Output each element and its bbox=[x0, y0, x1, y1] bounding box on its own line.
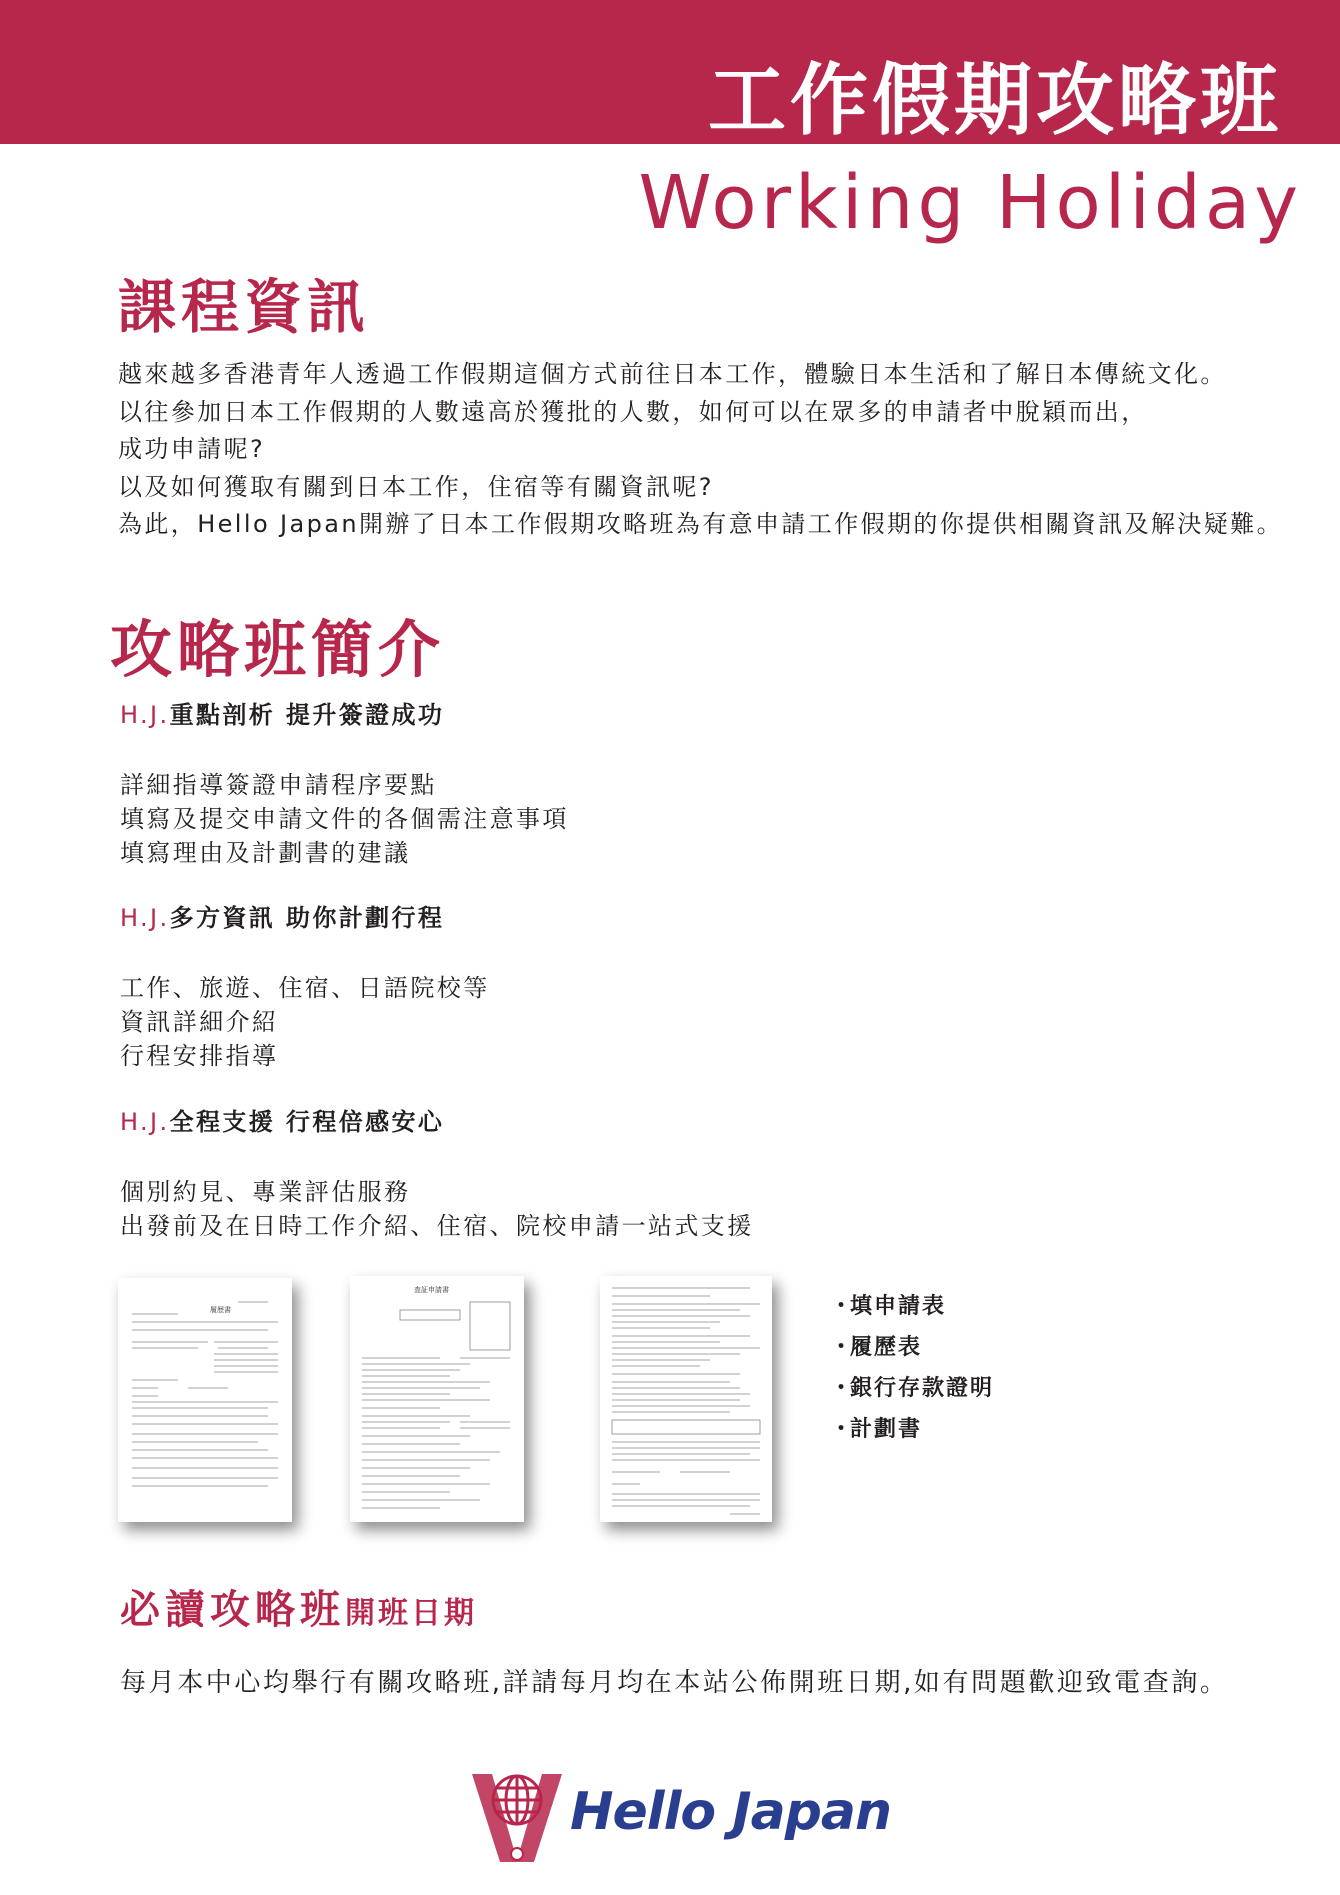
intro-section-information bbox=[120, 898, 490, 1073]
globe-emblem-icon bbox=[462, 1758, 572, 1868]
resume-document-thumbnail bbox=[118, 1278, 292, 1522]
class-dates-heading bbox=[120, 1578, 477, 1635]
list-item: 行程安排指導 bbox=[120, 1042, 279, 1070]
course-info-paragraph bbox=[118, 356, 1328, 544]
class-dates-heading-main: 必讀攻略班 bbox=[120, 1587, 345, 1633]
list-item: ・填申請表 bbox=[830, 1294, 947, 1319]
intro-section-support bbox=[120, 1102, 754, 1243]
section-title-text: 全程支援 行程倍感安心 bbox=[169, 1108, 445, 1136]
page-subtitle: Working Holiday bbox=[638, 160, 1302, 246]
intro-heading: 攻略班簡介 bbox=[110, 613, 446, 686]
paragraph-line: 以往參加日本工作假期的人數遠高於獲批的人數，如何可以在眾多的申請者中脫穎而出， bbox=[118, 397, 1148, 426]
resume-document-graphic bbox=[118, 1278, 292, 1522]
list-item: 個別約見、專業評估服務 bbox=[120, 1178, 411, 1206]
intro-section-key-analysis bbox=[120, 695, 569, 870]
section-title bbox=[120, 1102, 754, 1137]
list-item: 詳細指導簽證申請程序要點 bbox=[120, 771, 437, 799]
course-info-heading: 課程資訊 bbox=[118, 273, 371, 341]
list-item: 資訊詳細介紹 bbox=[120, 1008, 279, 1036]
section-title bbox=[120, 898, 490, 933]
list-item: 填寫理由及計劃書的建議 bbox=[120, 839, 411, 867]
logo-text: Hello Japan bbox=[570, 1782, 892, 1842]
class-dates-heading-small: 開班日期 bbox=[345, 1596, 477, 1631]
paragraph-line: 越來越多香港青年人透過工作假期這個方式前往日本工作，體驗日本生活和了解日本傳統文化。 bbox=[118, 360, 1227, 388]
required-documents-list bbox=[830, 1286, 994, 1450]
bank-statement-thumbnail bbox=[600, 1276, 772, 1522]
hj-prefix: H.J. bbox=[120, 701, 170, 729]
list-item: 填寫及提交申請文件的各個需注意事項 bbox=[120, 805, 569, 833]
list-item: ・銀行存款證明 bbox=[830, 1376, 995, 1401]
bank-statement-graphic bbox=[600, 1276, 772, 1522]
hello-japan-logo bbox=[462, 1758, 892, 1868]
list-item: 出發前及在日時工作介紹、住宿、院校申請一站式支援 bbox=[120, 1212, 754, 1240]
header-banner bbox=[0, 0, 1340, 144]
visa-form-graphic bbox=[350, 1276, 524, 1522]
section-title-text: 多方資訊 助你計劃行程 bbox=[169, 904, 445, 932]
paragraph-line: 成功申請呢? bbox=[118, 435, 266, 463]
list-item: ・履歷表 bbox=[830, 1335, 923, 1360]
page-title: 工作假期攻略班 bbox=[707, 55, 1282, 146]
class-dates-text: 每月本中心均舉行有關攻略班,詳請每月均在本站公佈開班日期,如有問題歡迎致電查詢。 bbox=[120, 1668, 1229, 1698]
section-title-text: 重點剖析 提升簽證成功 bbox=[169, 701, 445, 729]
form-header: 査証申請書 bbox=[414, 1286, 449, 1294]
section-title bbox=[120, 695, 569, 730]
visa-application-thumbnail bbox=[350, 1276, 524, 1522]
list-item: 工作、旅遊、住宿、日語院校等 bbox=[120, 974, 490, 1002]
list-item: ・計劃書 bbox=[830, 1417, 923, 1442]
resume-header: 履歴書 bbox=[210, 1306, 231, 1314]
paragraph-line: 為此，Hello Japan開辦了日本工作假期攻略班為有意申請工作假期的你提供相關資訊及解決疑難。 bbox=[118, 510, 1283, 538]
hj-prefix: H.J. bbox=[120, 904, 170, 932]
paragraph-line: 以及如何獲取有關到日本工作，住宿等有關資訊呢? bbox=[118, 472, 714, 501]
hj-prefix: H.J. bbox=[120, 1108, 170, 1136]
